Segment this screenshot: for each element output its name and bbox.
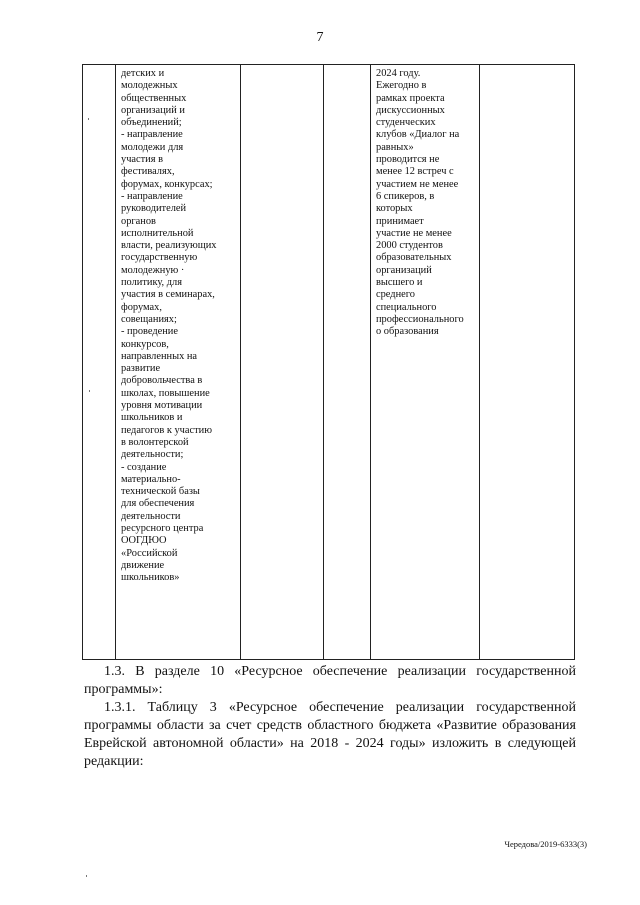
cell-line: технической базы — [121, 486, 200, 498]
cell-line: - проведение — [121, 326, 178, 338]
scan-speck — [89, 390, 90, 392]
cell-line: фестивалях, — [121, 166, 175, 178]
cell-line: школьников» — [121, 572, 180, 584]
cell-line: детских и — [121, 68, 165, 79]
cell-line: конкурсов, — [121, 338, 169, 350]
activities-text — [116, 65, 240, 584]
cell-line: организаций — [376, 264, 432, 276]
cell-line: высшего и — [376, 277, 423, 289]
cell-line: участием не менее — [376, 178, 459, 190]
cell-line: общественных — [121, 92, 187, 104]
cell-line: профессионального — [376, 313, 464, 325]
cell-line: 2024 году. — [376, 68, 421, 79]
document-code: Чередова/2019-6333(3) — [504, 839, 587, 849]
cell-line: в волонтерской — [121, 436, 189, 448]
cell-line: - направление — [121, 190, 183, 202]
cell-line: 6 спикеров, в — [376, 190, 435, 202]
cell-line: уровня мотивации — [121, 400, 203, 412]
cell-line: деятельности; — [121, 449, 184, 461]
cell-line: объединений; — [121, 117, 182, 129]
cell-line: среднего — [376, 289, 415, 301]
cell-line: государственную — [121, 252, 198, 264]
cell-line: исполнительной — [121, 227, 194, 239]
cell-line: органов — [121, 215, 156, 227]
cell-line: рамках проекта — [376, 92, 445, 104]
cell-line: форумах, — [121, 301, 162, 313]
table-cell-col1 — [83, 65, 116, 660]
cell-line: менее 12 встреч с — [376, 166, 454, 178]
table-cell-col3 — [241, 65, 324, 660]
cell-line: власти, реализующих — [121, 240, 217, 252]
cell-line: развитие — [121, 363, 161, 375]
cell-line: равных» — [376, 141, 414, 153]
cell-line: молодежных — [121, 80, 178, 92]
cell-line: форумах, конкурсах; — [121, 178, 213, 190]
cell-line: материально- — [121, 473, 181, 485]
cell-line: ресурсного центра — [121, 522, 204, 534]
table-cell-col6 — [480, 65, 575, 660]
cell-line: Ежегодно в — [376, 80, 427, 92]
cell-line: проводится не — [376, 154, 440, 166]
results-text — [371, 65, 479, 339]
cell-line: - создание — [121, 461, 167, 473]
cell-line: молодежи для — [121, 141, 184, 153]
cell-line: добровольчества в — [121, 375, 203, 387]
cell-line: деятельности — [121, 510, 181, 522]
cell-line: клубов «Диалог на — [376, 129, 460, 141]
page-number: 7 — [316, 30, 324, 45]
cell-line: участие не менее — [376, 227, 452, 239]
cell-line: - направление — [121, 129, 183, 141]
cell-line: специального — [376, 301, 437, 313]
cell-line: 2000 студентов — [376, 240, 443, 252]
table-cell-activities — [116, 65, 241, 660]
cell-line: о образования — [376, 326, 439, 338]
cell-line: студенческих — [376, 117, 436, 129]
cell-line: дискуссионных — [376, 104, 445, 116]
paragraph-1-3-1: 1.3.1. Таблицу 3 «Ресурсное обеспечение реализации государственной программы области за счет средств областного бюджета «Развитие образования Еврейской автономной области» на 2018 - 2024 годы» изложить в следующей редакции: — [84, 700, 576, 769]
cell-line: школах, повышение — [121, 387, 210, 399]
table-cell-col4 — [324, 65, 371, 660]
cell-line: совещаниях; — [121, 313, 177, 325]
cell-line: организаций и — [121, 104, 185, 116]
table-cell-results — [371, 65, 480, 660]
cell-line: политику, для — [121, 277, 182, 289]
cell-line: которых — [376, 203, 413, 215]
cell-line: участия в — [121, 154, 164, 166]
cell-line: принимает — [376, 215, 424, 227]
cell-line: направленных на — [121, 350, 198, 362]
cell-line: педагогов к участию — [121, 424, 212, 436]
cell-line: «Российской — [121, 547, 178, 559]
cell-line: образовательных — [376, 252, 452, 264]
cell-line: для обеспечения — [121, 498, 195, 510]
scan-speck — [86, 875, 87, 877]
cell-line: движение — [121, 559, 165, 571]
cell-line: ООГДЮО — [121, 535, 167, 547]
table-row — [83, 65, 575, 660]
cell-line: руководителей — [121, 203, 187, 215]
cell-line: участия в семинарах, — [121, 289, 215, 301]
cell-line: молодежную · — [121, 264, 185, 276]
program-table — [82, 64, 575, 660]
scan-speck — [88, 118, 89, 120]
cell-line: школьников и — [121, 412, 183, 424]
paragraph-1-3: 1.3. В разделе 10 «Ресурсное обеспечение реализации государственной программы»: — [84, 664, 576, 697]
